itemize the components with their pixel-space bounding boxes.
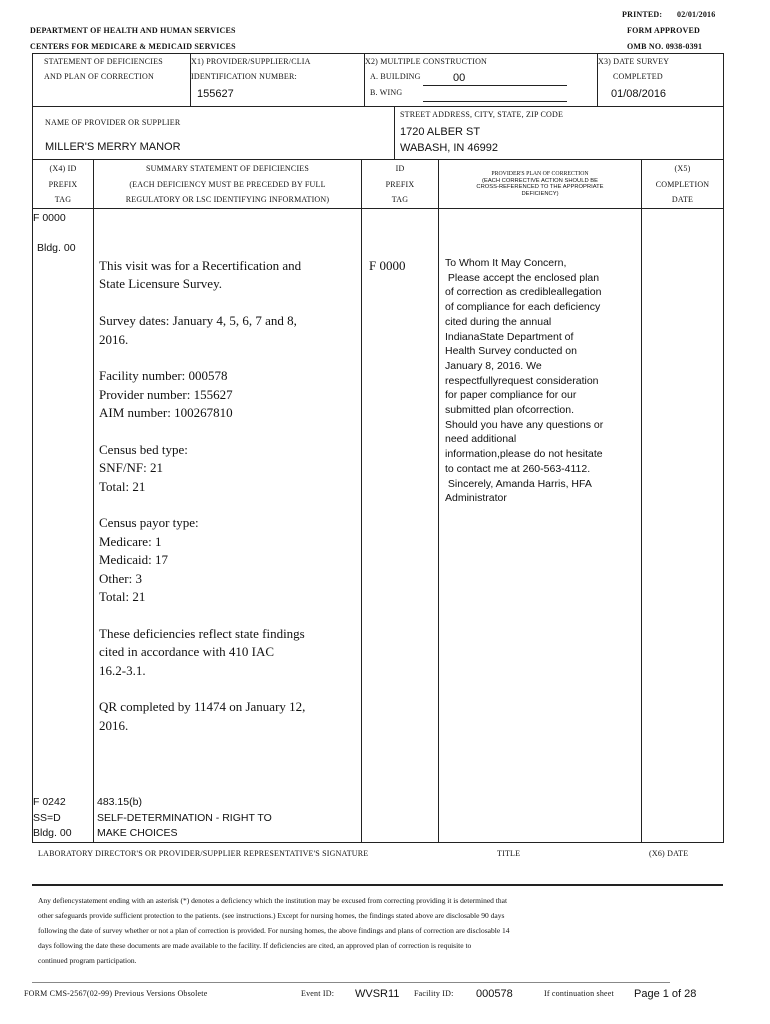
col-x4-line3: TAG (54, 195, 72, 204)
summary-line: Total: 21 (99, 589, 146, 605)
summary-line: State Licensure Survey. (99, 276, 222, 292)
summary-line: Census payor type: (99, 515, 199, 531)
footnote-line: days following the date these documents are made available to the facility. If deficiencies are cited, an approved plan of correction is requisite to (38, 941, 472, 950)
wing-label: B. WING (370, 88, 403, 97)
provider-name-label: NAME OF PROVIDER OR SUPPLIER (45, 118, 181, 127)
col-id-line1: ID (395, 164, 405, 173)
prefix-tag-f0242: F 0242 (33, 796, 66, 808)
summary-line: AIM number: 100267810 (99, 405, 233, 421)
plan-line: for paper compliance for our (445, 389, 577, 402)
footnote-line: following the date of survey whether or not a plan of correction is provided. For nursing homes, the above findings and plans of correction are disclosable 14 (38, 926, 510, 935)
x6-date-label: (X6) DATE (649, 849, 689, 858)
summary-line: Medicaid: 17 (99, 552, 168, 568)
statement-label-line2: AND PLAN OF CORRECTION (44, 72, 154, 81)
summary-line: 2016. (99, 331, 129, 347)
plan-line: Sincerely, Amanda Harris, HFA (445, 477, 592, 490)
col-x4-line1: (X4) ID (49, 164, 77, 173)
summary-line: Survey dates: January 4, 5, 6, 7 and 8, (99, 313, 297, 329)
col-x4-line2: PREFIX (48, 180, 78, 189)
centers-name: CENTERS FOR MEDICARE & MEDICAID SERVICES (30, 42, 236, 51)
survey-completed-date: 01/08/2016 (611, 88, 667, 100)
summary-line (99, 423, 357, 441)
disclosure-footnote (38, 893, 718, 968)
plan-line: cited during the annual (445, 315, 552, 328)
building-value: 00 (453, 72, 466, 84)
plan-line: To Whom It May Concern, (445, 257, 567, 269)
x2-label: X2) MULTIPLE CONSTRUCTION (365, 57, 488, 66)
building-tag-1: Bldg. 00 (37, 242, 76, 254)
omb-number: OMB NO. 0938-0391 (627, 42, 703, 51)
footnote-line: continued program participation. (38, 956, 137, 965)
plan-line: Please accept the enclosed plan (445, 271, 600, 284)
col-plan-line1: PROVIDER'S PLAN OF CORRECTION (491, 171, 589, 177)
summary-line: 16.2-3.1. (99, 662, 146, 678)
id-prefix-tag-f0000: F 0000 (369, 258, 406, 273)
plan-line: Administrator (445, 492, 507, 505)
col-plan-line3: CROSS-REFERENCED TO THE APPROPRIATE (476, 184, 604, 191)
col-summary-line1: SUMMARY STATEMENT OF DEFICIENCIES (145, 164, 310, 173)
summary-line (99, 294, 357, 312)
summary-line: Medicare: 1 (99, 533, 162, 549)
facility-id-label: Facility ID: (414, 989, 454, 998)
footnote-line: Any defiencystatement ending with an asterisk (*) denotes a deficiency which the institution may be excused from correcting providing it is determined that (38, 896, 508, 905)
plan-line: need additional (445, 433, 517, 446)
summary-line: Total: 21 (99, 478, 146, 494)
statement-label-line1: STATEMENT OF DEFICIENCIES (44, 57, 163, 66)
col-plan-header (439, 171, 641, 197)
title-label: TITLE (497, 849, 521, 858)
page-number: Page 1 of 28 (634, 988, 697, 1000)
col-x5-line3: DATE (671, 195, 694, 204)
footnote-line: other safeguards provide sufficient protection to the patients. (see instructions.) Except for nursing homes, the findings stated above are disclosable 90 days (38, 911, 505, 920)
summary-line: QR completed by 11474 on January 12, (99, 699, 306, 715)
summary-line (99, 349, 357, 367)
event-id-value: WVSR11 (355, 988, 400, 1000)
col-id-line3: TAG (391, 195, 409, 204)
col-plan-line2: (EACH CORRECTIVE ACTION SHOULD BE (482, 177, 598, 184)
form-number: FORM CMS-2567(02-99) Previous Versions Obsolete (24, 989, 208, 998)
summary-line (99, 496, 357, 514)
summary-line: cited in accordance with 410 IAC (99, 644, 275, 660)
summary-line: Provider number: 155627 (99, 386, 233, 402)
summary-line: Facility number: 000578 (99, 368, 228, 384)
x3-label-line2: COMPLETED (613, 72, 663, 81)
deficiency-title-line2: MAKE CHOICES (97, 827, 178, 839)
plan-of-correction (445, 256, 639, 506)
plan-line: to contact me at 260-563-4112. (445, 462, 591, 475)
plan-line: information,please do not hesitate (445, 448, 603, 461)
address-label: STREET ADDRESS, CITY, STATE, ZIP CODE (400, 110, 564, 119)
address-line2: WABASH, IN 46992 (400, 142, 499, 154)
scope-severity: SS=D (33, 811, 61, 824)
plan-line: submitted plan ofcorrection. (445, 404, 574, 417)
summary-line: This visit was for a Recertification and (99, 258, 302, 273)
col-plan-line4: DEFICIENCY) (521, 190, 559, 197)
summary-line: 2016. (99, 717, 129, 733)
printed-label: PRINTED: (622, 10, 663, 19)
col-x5-line2: COMPLETION (655, 180, 710, 189)
x1-label-line1: X1) PROVIDER/SUPPLIER/CLIA (191, 57, 311, 66)
facility-id-value: 000578 (476, 988, 513, 1000)
plan-line: IndianaState Department of (445, 330, 574, 343)
continuation-label: If continuation sheet (544, 989, 614, 998)
plan-line: of compliance for each deficiency (445, 301, 601, 314)
building-tag-2: Bldg. 00 (33, 827, 72, 839)
col-summary-line3: REGULATORY OR LSC IDENTIFYING INFORMATION) (125, 195, 330, 204)
form-approved: FORM APPROVED (627, 26, 701, 35)
plan-line: Should you have any questions or (445, 418, 604, 431)
col-x5-line1: (X5) (674, 164, 691, 173)
x3-label-line1: X3) DATE SURVEY (598, 57, 670, 66)
plan-line: Health Survey conducted on (445, 345, 577, 358)
address-line1: 1720 ALBER ST (400, 126, 481, 138)
provider-name-value: MILLER'S MERRY MANOR (45, 141, 181, 153)
deficiency-title-block (97, 795, 272, 842)
summary-line (99, 680, 357, 698)
summary-line: Census bed type: (99, 441, 188, 457)
provider-id-value: 155627 (197, 88, 234, 100)
prefix-tag-f0242-block (33, 795, 72, 842)
printed-date: 02/01/2016 (677, 10, 716, 19)
col-summary-line2: (EACH DEFICIENCY MUST BE PRECEDED BY FULL (129, 180, 326, 189)
summary-line: Other: 3 (99, 570, 142, 586)
summary-line: SNF/NF: 21 (99, 460, 163, 476)
col-id-line2: PREFIX (385, 180, 415, 189)
deficiency-title-line1: SELF-DETERMINATION - RIGHT TO (97, 811, 272, 824)
department-name: DEPARTMENT OF HEALTH AND HUMAN SERVICES (30, 26, 236, 35)
plan-line: of correction as credibleallegation (445, 286, 602, 299)
prefix-tag-f0000: F 0000 (33, 212, 66, 224)
summary-line: These deficiencies reflect state findings (99, 625, 305, 641)
plan-line: January 8, 2016. We (445, 359, 542, 372)
signature-label: LABORATORY DIRECTOR'S OR PROVIDER/SUPPLIER REPRESENTATIVE'S SIGNATURE (38, 849, 369, 858)
summary-line (99, 606, 357, 624)
regulation-number: 483.15(b) (97, 796, 142, 808)
summary-statement (99, 257, 357, 735)
event-id-label: Event ID: (301, 989, 335, 998)
building-label: A. BUILDING (370, 72, 421, 81)
plan-line: respectfullyrequest consideration (445, 374, 599, 387)
x1-label-line2: IDENTIFICATION NUMBER: (191, 72, 297, 81)
